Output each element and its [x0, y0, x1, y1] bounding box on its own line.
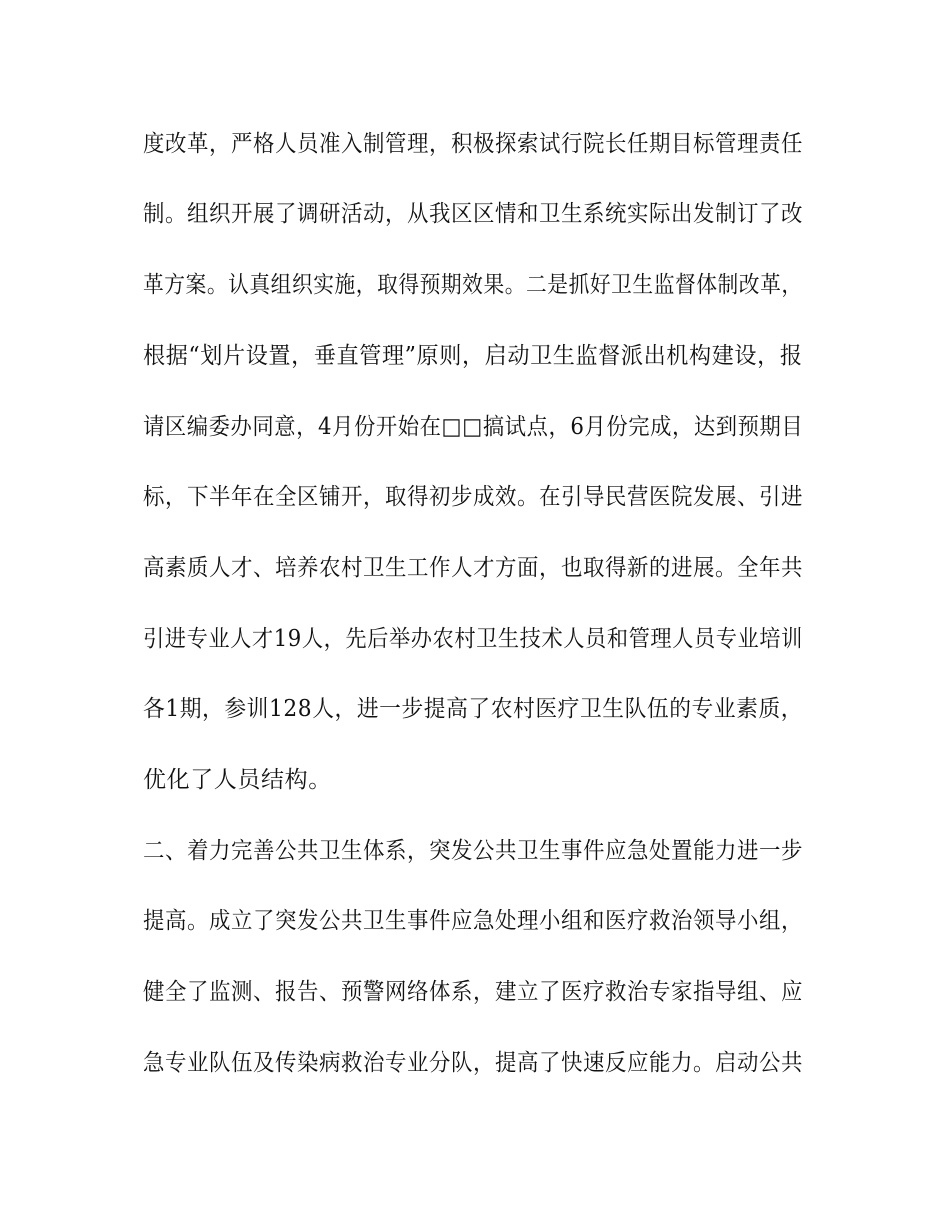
text-line: 高素质人才、培养农村卫生工作人才方面，也取得新的进展。全年共	[143, 555, 803, 581]
text-line: 请区编委办同意，4月份开始在□□搞试点，6月份完成，达到预期目	[143, 414, 804, 440]
text-line: 革方案。认真组织实施，取得预期效果。二是抓好卫生监督体制改革，	[143, 272, 803, 298]
text-line: 根据“划片设置，垂直管理”原则，启动卫生监督派出机构建设，报	[143, 343, 803, 369]
text-line: 优化了人员结构。	[143, 767, 332, 793]
text-line: 标，下半年在全区铺开，取得初步成效。在引导民营医院发展、引进	[143, 484, 803, 510]
text-line: 各1期，参训128人，进一步提高了农村医疗卫生队伍的专业素质，	[143, 696, 804, 722]
section-heading-line: 二、着力完善公共卫生体系，突发公共卫生事件应急处置能力进一步	[143, 838, 803, 864]
text-line: 引进专业人才19人，先后举办农村卫生技术人员和管理人员专业培训	[143, 626, 803, 652]
text-line: 健全了监测、报告、预警网络体系，建立了医疗救治专家指导组、应	[143, 979, 803, 1005]
text-line: 急专业队伍及传染病救治专业分队，提高了快速反应能力。启动公共	[143, 1050, 803, 1076]
text-line: 提高。成立了突发公共卫生事件应急处理小组和医疗救治领导小组，	[143, 908, 803, 934]
text-line: 度改革，严格人员准入制管理，积极探索试行院长任期目标管理责任	[143, 131, 803, 157]
text-line: 制。组织开展了调研活动，从我区区情和卫生系统实际出发制订了改	[143, 201, 803, 227]
